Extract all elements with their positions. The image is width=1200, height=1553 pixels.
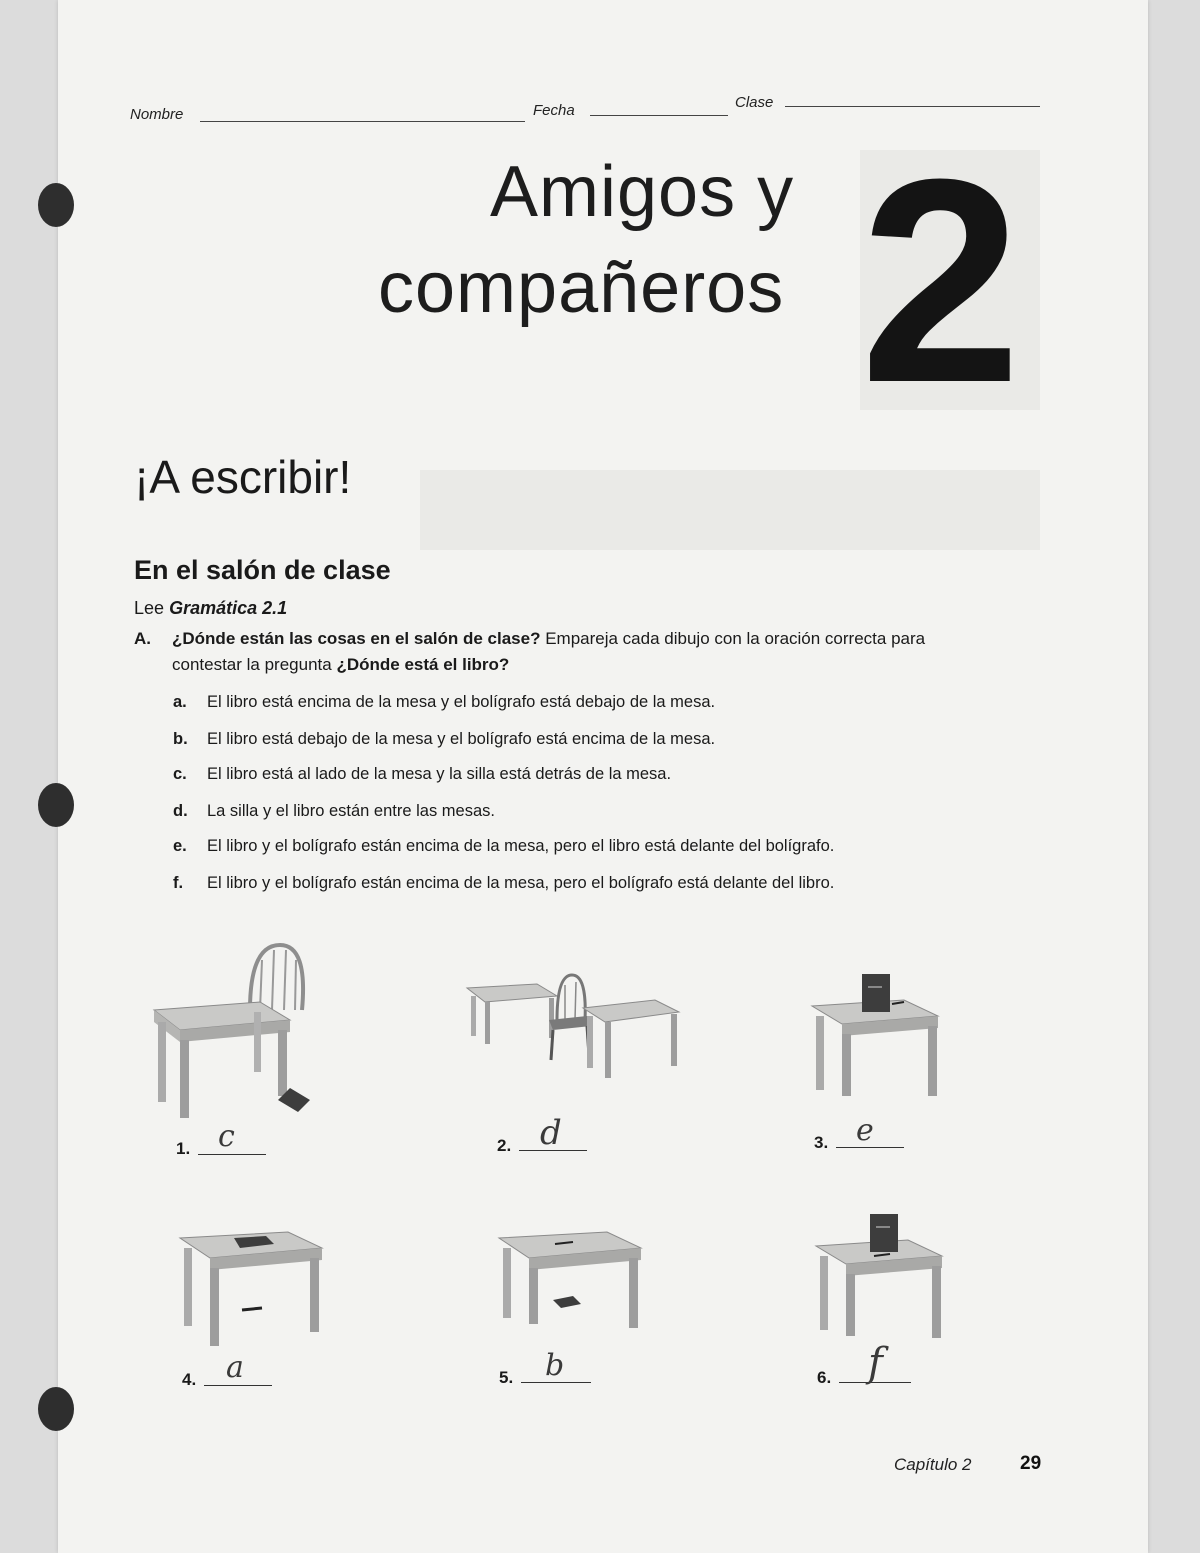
option-c: c. El libro está al lado de la mesa y la silla está detrás de la mesa. [173,765,672,783]
clase-label: Clase [735,94,774,111]
drawing-3-book-pen-on-table [808,970,948,1100]
handwritten-answer-3: e [856,1113,874,1148]
drawing-1-table-chair-book [150,940,310,1120]
handwritten-answer-6: f [868,1340,883,1386]
chapter-title-line1: Amigos y [490,152,795,232]
drawing-4-book-on-table-pen-under [178,1220,328,1350]
option-f: f. El libro y el bolígrafo están encima de la mesa, pero el bolígrafo está delante del libro. [173,874,835,892]
drawing-5-pen-on-table-book-under [495,1220,655,1330]
answer-number-2: 2. [497,1136,512,1155]
chapter-number: 2 [860,119,1022,443]
exercise-prompt [134,626,1034,677]
handwritten-answer-1: c [218,1119,235,1154]
handwritten-answer-5: b [545,1348,565,1383]
answer-number-3: 3. [814,1133,829,1152]
answer-number-5: 5. [499,1368,514,1387]
footer-chapter-label: Capítulo 2 [894,1455,972,1474]
subsection-title: En el salón de clase [134,555,391,585]
binder-hole [38,783,74,827]
fecha-line[interactable] [590,115,728,116]
binder-hole [38,1387,74,1431]
answer-number-6: 6. [817,1368,832,1387]
answer-line-4[interactable] [204,1385,272,1386]
option-a: a. El libro está encima de la mesa y el bolígrafo está debajo de la mesa. [173,693,716,711]
lee-ref: Gramática 2.1 [169,598,288,618]
exercise-instruction-cont: contestar la pregunta [172,654,337,674]
answer-line-1[interactable] [198,1154,266,1155]
option-b: b. El libro está debajo de la mesa y el bolígrafo está encima de la mesa. [173,730,716,748]
show-through-text [420,470,1040,550]
exercise-question2: ¿Dónde está el libro? [336,654,510,674]
binder-hole [38,183,74,227]
option-d: d. La silla y el libro están entre las mesas. [173,802,495,820]
drawing-2-chair-between-tables [465,970,685,1080]
answer-number-4: 4. [182,1370,197,1389]
handwritten-answer-4: a [226,1350,244,1385]
drawing-6-pen-front-book-on-table [812,1212,952,1342]
answer-number-1: 1. [176,1139,191,1158]
footer-page-number: 29 [1020,1453,1042,1474]
chapter-title-line2: compañeros [378,248,785,328]
handwritten-answer-2: d [540,1113,562,1153]
grammar-reference [134,598,287,619]
lee-prefix: Lee [134,598,165,618]
option-e: e. El libro y el bolígrafo están encima de la mesa, pero el libro está delante del bolígrafo. [173,837,835,855]
section-title: ¡A escribir! [134,451,352,503]
exercise-label: A. [134,629,151,648]
clase-line[interactable] [785,106,1040,107]
fecha-label: Fecha [533,102,575,119]
nombre-label: Nombre [130,106,184,123]
nombre-line[interactable] [200,121,525,122]
exercise-instruction: Empareja cada dibujo con la oración correcta para [540,629,926,648]
exercise-question: ¿Dónde están las cosas en el salón de clase? [172,629,541,648]
